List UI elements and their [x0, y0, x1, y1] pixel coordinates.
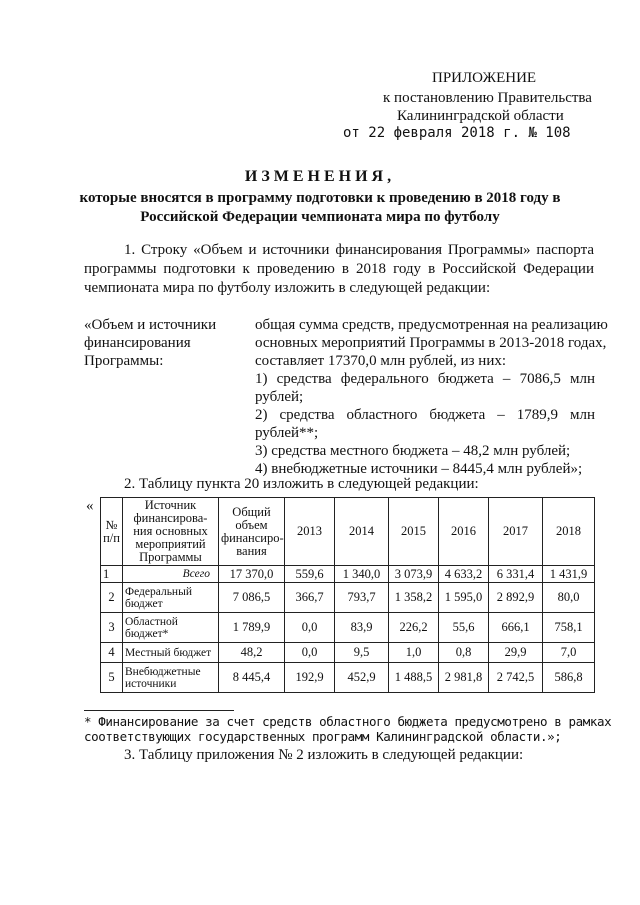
passport-line: рублей**;: [255, 425, 319, 441]
row-source: Областной бюджет*: [123, 613, 219, 643]
row-value: 1,0: [389, 643, 439, 663]
row-value: 0,0: [285, 613, 335, 643]
passport-left-line: «Объем и источники: [84, 317, 217, 333]
row-value: 29,9: [489, 643, 543, 663]
row-total: 8 445,4: [219, 663, 285, 693]
doc-subtitle-2: Российской Федерации чемпионата мира по футболу: [140, 209, 500, 225]
passport-line: 2) средства областного бюджета – 1789,9 млн: [255, 407, 595, 423]
row-value: 758,1: [543, 613, 595, 643]
row-value: 4 633,2: [439, 566, 489, 583]
row-source: Внебюджетные источники: [123, 663, 219, 693]
date-line: от 22 февраля 2018 г. № 108: [343, 125, 571, 141]
row-num: 5: [101, 663, 123, 693]
doc-subtitle-1: которые вносятся в программу подготовки к проведению в 2018 году в: [79, 190, 561, 206]
row-value: 80,0: [543, 583, 595, 613]
table-row: [101, 566, 595, 583]
passport-line: 4) внебюджетные источники – 8445,4 млн рублей»;: [255, 461, 583, 477]
table-header-row: [101, 498, 595, 566]
row-num: 1: [101, 566, 123, 583]
doc-title: ИЗМЕНЕНИЯ,: [244, 168, 396, 185]
footnote-line: соответствующих государственных программ Калининградской области.»;: [84, 729, 562, 744]
passport-line: общая сумма средств, предусмотренная на реализацию: [255, 317, 608, 333]
row-value: 6 331,4: [489, 566, 543, 583]
passport-line: основных мероприятий Программы в 2013-2018 годах,: [255, 335, 607, 351]
row-value: 0,0: [285, 643, 335, 663]
passport-line: 3) средства местного бюджета – 48,2 млн рублей;: [255, 443, 571, 459]
row-value: 1 595,0: [439, 583, 489, 613]
row-num: 3: [101, 613, 123, 643]
header-year: 2014: [335, 498, 389, 566]
row-value: 586,8: [543, 663, 595, 693]
table-row: [101, 613, 595, 643]
row-value: 0,8: [439, 643, 489, 663]
table-row: [101, 643, 595, 663]
row-value: 1 358,2: [389, 583, 439, 613]
row-value: 192,9: [285, 663, 335, 693]
passport-line: рублей;: [255, 389, 304, 405]
table-row: [101, 663, 595, 693]
row-num: 2: [101, 583, 123, 613]
row-value: 2 742,5: [489, 663, 543, 693]
footnote-line: * Финансирование за счет средств областного бюджета предусмотрено в рамках: [84, 714, 612, 729]
row-total: 17 370,0: [219, 566, 285, 583]
row-value: 226,2: [389, 613, 439, 643]
region-name: Калининградской области: [397, 108, 564, 124]
row-value: 7,0: [543, 643, 595, 663]
header-year: 2018: [543, 498, 595, 566]
row-total: 1 789,9: [219, 613, 285, 643]
paragraph-2: 2. Таблицу пункта 20 изложить в следующей редакции:: [124, 476, 479, 492]
row-source: Федеральный бюджет: [123, 583, 219, 613]
passport-left-label: [84, 316, 244, 370]
passport-line: 1) средства федерального бюджета – 7086,5 млн: [255, 371, 595, 387]
row-value: 1 340,0: [335, 566, 389, 583]
header-year: 2015: [389, 498, 439, 566]
row-value: 2 981,8: [439, 663, 489, 693]
row-value: 452,9: [335, 663, 389, 693]
table-open-quote: «: [86, 498, 94, 514]
passport-right-text: [255, 316, 608, 478]
passport-left-line: финансирования: [84, 335, 191, 351]
footnote: [84, 714, 612, 744]
row-value: 83,9: [335, 613, 389, 643]
row-value: 793,7: [335, 583, 389, 613]
row-value: 1 431,9: [543, 566, 595, 583]
footnote-divider: [84, 710, 234, 711]
resolution-ref: к постановлению Правительства: [383, 90, 592, 106]
header-year: 2013: [285, 498, 335, 566]
appendix-label: ПРИЛОЖЕНИЕ: [432, 70, 537, 86]
paragraph-3: 3. Таблицу приложения № 2 изложить в следующей редакции:: [124, 747, 524, 763]
table-row: [101, 583, 595, 613]
row-source: Местный бюджет: [123, 643, 219, 663]
header-num: № п/п: [101, 498, 123, 566]
paragraph-1: 1. Строку «Объем и источники финансирования Программы» паспорта программы подготовки к проведению в 2018 году в Российской Федерации чемпионата мира по футболу изложить в следующей редакции:: [84, 242, 594, 296]
row-source: Всего: [123, 566, 219, 583]
row-total: 48,2: [219, 643, 285, 663]
header-source: Источник финансирова-ния основных мероприятий Программы: [123, 498, 219, 566]
header-year: 2017: [489, 498, 543, 566]
row-num: 4: [101, 643, 123, 663]
row-value: 559,6: [285, 566, 335, 583]
row-value: 9,5: [335, 643, 389, 663]
row-value: 1 488,5: [389, 663, 439, 693]
passport-line: составляет 17370,0 млн рублей, из них:: [255, 353, 507, 369]
row-value: 3 073,9: [389, 566, 439, 583]
passport-left-line: Программы:: [84, 353, 164, 369]
row-value: 666,1: [489, 613, 543, 643]
header-total: Общий объем финансиро-вания: [219, 498, 285, 566]
row-value: 2 892,9: [489, 583, 543, 613]
financing-table: [100, 497, 595, 693]
row-value: 366,7: [285, 583, 335, 613]
row-total: 7 086,5: [219, 583, 285, 613]
header-year: 2016: [439, 498, 489, 566]
row-value: 55,6: [439, 613, 489, 643]
